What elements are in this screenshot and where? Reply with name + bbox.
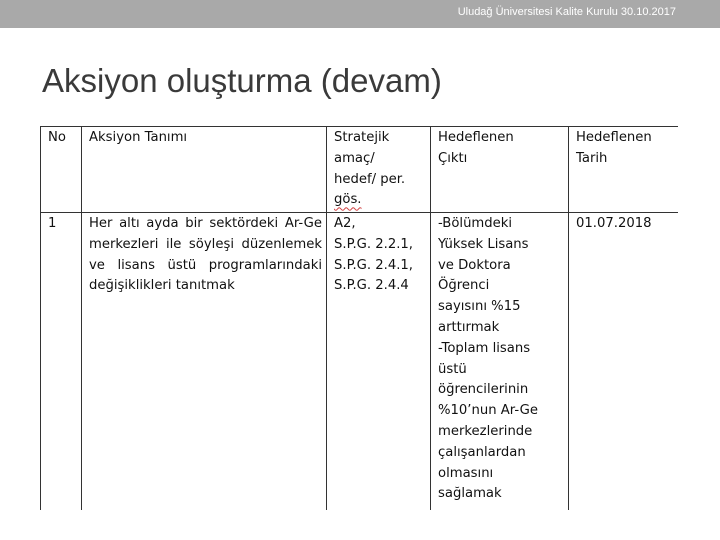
header-stratejik-line: hedef/ per. (334, 171, 406, 187)
header-cell-aksiyon (82, 127, 327, 213)
cell-aksiyon (82, 213, 327, 511)
header-bar (0, 0, 720, 28)
target-output-line: -Toplam lisans (438, 340, 531, 356)
header-cell-cikti (431, 127, 569, 213)
target-output-line: Yüksek Lisans (438, 236, 529, 252)
target-output-line: çalışanlardan (438, 444, 526, 460)
header-stratejik-line: Stratejik (334, 130, 390, 145)
cell-cikti (431, 213, 569, 511)
target-output-line: -Bölümdeki (438, 216, 513, 231)
target-date: 01.07.2018 (576, 216, 652, 231)
strategy-code: S.P.G. 2.4.1, (334, 257, 414, 273)
table-header-row (41, 127, 679, 213)
target-output-line: öğrencilerinin (438, 382, 529, 398)
target-output-line: Öğrenci (438, 278, 490, 294)
strategy-code: A2, (334, 216, 356, 231)
target-output-line: sağlamak (438, 486, 502, 502)
header-stratejik-line (334, 190, 426, 211)
header-stratejik-abbrev: gös. (334, 192, 362, 208)
header-text: Uludağ Üniversitesi Kalite Kurulu 30.10.2017 (457, 6, 676, 18)
header-tarih-line: Tarih (576, 150, 608, 166)
target-output-line: %10’nun Ar-Ge (438, 403, 538, 419)
header-tarih-line: Hedeflenen (576, 130, 652, 145)
slide-title: Aksiyon oluşturma (devam) (42, 62, 442, 99)
header-cikti-line: Çıktı (438, 150, 468, 166)
table-row (41, 213, 679, 511)
cell-no (41, 213, 82, 511)
action-table-container (40, 126, 678, 510)
header-no-label: No (48, 130, 66, 145)
target-output-line: ve Doktora (438, 257, 511, 273)
strategy-code: S.P.G. 2.4.4 (334, 278, 409, 294)
strategy-code: S.P.G. 2.2.1, (334, 236, 414, 252)
target-output-line: merkezlerinde (438, 423, 533, 439)
target-output-line: arttırmak (438, 319, 500, 335)
target-output-line: üstü (438, 361, 467, 377)
target-output-line: sayısını %15 (438, 299, 521, 315)
header-cell-stratejik (327, 127, 431, 213)
cell-tarih (569, 213, 679, 511)
target-output-line: olmasını (438, 465, 494, 481)
header-aksiyon-label: Aksiyon Tanımı (89, 130, 188, 145)
action-table (40, 126, 678, 510)
action-description: Her altı ayda bir sektördeki Ar-Ge merkezleri ile söyleşi düzenlemek ve lisans üstü programlarındaki değişiklikleri tanıtmak (89, 216, 322, 294)
header-cell-tarih (569, 127, 679, 213)
header-cell-no (41, 127, 82, 213)
header-cikti-line: Hedeflenen (438, 130, 514, 145)
cell-stratejik (327, 213, 431, 511)
row-number: 1 (48, 216, 57, 231)
header-stratejik-line: amaç/ (334, 150, 375, 166)
